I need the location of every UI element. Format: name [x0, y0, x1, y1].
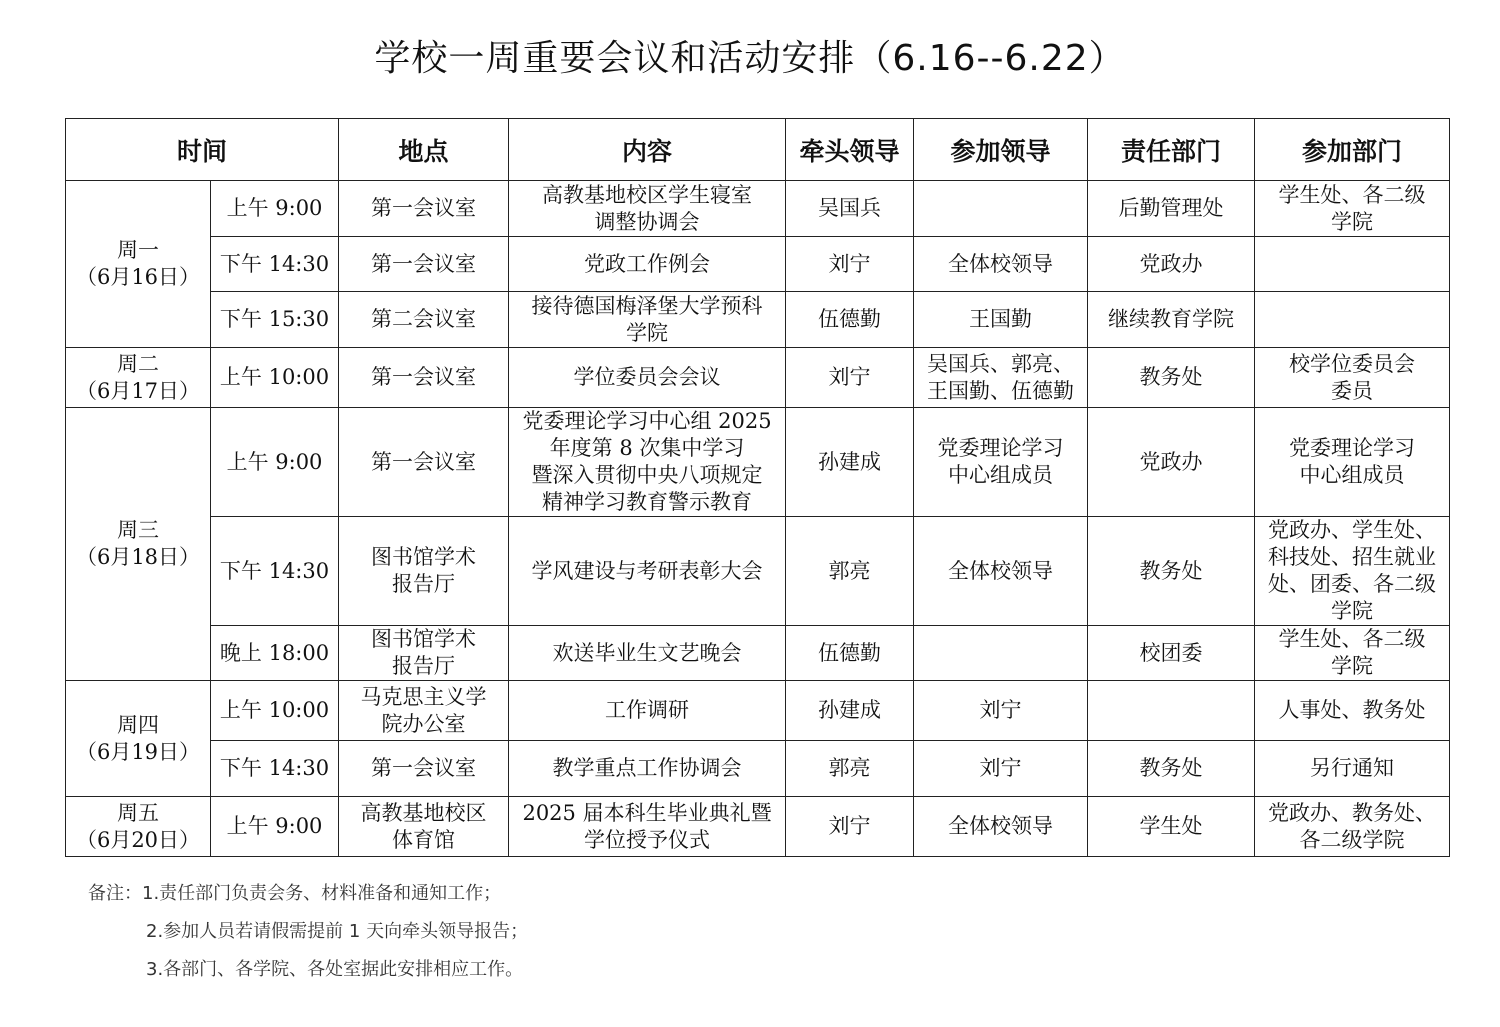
dept-cell: 后勤管理处 — [1088, 181, 1255, 237]
notes-label: 备注： — [88, 883, 142, 904]
content-cell: 欢送毕业生文艺晚会 — [509, 626, 786, 681]
note-line-1: 备注：1.责任部门负责会务、材料准备和通知工作； — [88, 883, 502, 904]
lead-cell: 吴国兵 — [786, 181, 914, 237]
table-row — [66, 237, 1450, 292]
day-cell: 周五 （6月20日） — [66, 797, 211, 857]
lead-cell: 孙建成 — [786, 408, 914, 517]
place-cell: 第一会议室 — [339, 408, 509, 517]
content-cell: 2025 届本科生毕业典礼暨 学位授予仪式 — [509, 797, 786, 857]
attend-cell — [914, 181, 1088, 237]
dept-cell: 党政办 — [1088, 408, 1255, 517]
time-cell: 下午 14:30 — [211, 237, 339, 292]
table-row — [66, 797, 1450, 857]
table-row — [66, 741, 1450, 797]
content-cell: 学风建设与考研表彰大会 — [509, 517, 786, 626]
time-cell: 上午 9:00 — [211, 797, 339, 857]
schedule-table — [65, 118, 1450, 857]
attend-dept-cell: 党政办、学生处、 科技处、招生就业 处、团委、各二级 学院 — [1255, 517, 1450, 626]
day-cell: 周二 （6月17日） — [66, 348, 211, 408]
header-content: 内容 — [509, 119, 786, 181]
place-cell: 第一会议室 — [339, 348, 509, 408]
attend-dept-cell: 学生处、各二级 学院 — [1255, 626, 1450, 681]
header-dept: 责任部门 — [1088, 119, 1255, 181]
page-title: 学校一周重要会议和活动安排（6.16--6.22） — [374, 38, 1126, 79]
content-cell: 高教基地校区学生寝室 调整协调会 — [509, 181, 786, 237]
attend-dept-cell: 党政办、教务处、 各二级学院 — [1255, 797, 1450, 857]
lead-cell: 刘宁 — [786, 348, 914, 408]
time-cell: 上午 9:00 — [211, 408, 339, 517]
attend-cell: 刘宁 — [914, 681, 1088, 741]
notes — [88, 880, 528, 994]
content-cell: 工作调研 — [509, 681, 786, 741]
table-row — [66, 626, 1450, 681]
dept-cell: 教务处 — [1088, 348, 1255, 408]
time-cell: 下午 14:30 — [211, 517, 339, 626]
attend-cell: 王国勤 — [914, 292, 1088, 348]
dept-cell — [1088, 681, 1255, 741]
attend-cell: 全体校领导 — [914, 517, 1088, 626]
dept-cell: 学生处 — [1088, 797, 1255, 857]
header-time: 时间 — [66, 119, 339, 181]
note-line-2: 2.参加人员若请假需提前 1 天向牵头领导报告； — [146, 921, 529, 942]
place-cell: 马克思主义学 院办公室 — [339, 681, 509, 741]
attend-cell: 全体校领导 — [914, 237, 1088, 292]
table-row — [66, 408, 1450, 517]
content-cell: 党委理论学习中心组 2025 年度第 8 次集中学习 暨深入贯彻中央八项规定 精神学习教育警示教育 — [509, 408, 786, 517]
place-cell: 第一会议室 — [339, 237, 509, 292]
table-row — [66, 181, 1450, 237]
dept-cell: 校团委 — [1088, 626, 1255, 681]
attend-dept-cell: 校学位委员会 委员 — [1255, 348, 1450, 408]
content-cell: 学位委员会会议 — [509, 348, 786, 408]
day-cell: 周一 （6月16日） — [66, 181, 211, 348]
time-cell: 下午 15:30 — [211, 292, 339, 348]
time-cell: 上午 9:00 — [211, 181, 339, 237]
day-cell: 周四 （6月19日） — [66, 681, 211, 797]
content-cell: 党政工作例会 — [509, 237, 786, 292]
place-cell: 第一会议室 — [339, 741, 509, 797]
table-row — [66, 517, 1450, 626]
time-cell: 上午 10:00 — [211, 348, 339, 408]
lead-cell: 郭亮 — [786, 741, 914, 797]
place-cell: 第二会议室 — [339, 292, 509, 348]
time-cell: 晚上 18:00 — [211, 626, 339, 681]
attend-dept-cell: 学生处、各二级 学院 — [1255, 181, 1450, 237]
header-row — [66, 119, 1450, 181]
attend-cell: 党委理论学习 中心组成员 — [914, 408, 1088, 517]
place-cell: 第一会议室 — [339, 181, 509, 237]
attend-dept-cell: 另行通知 — [1255, 741, 1450, 797]
dept-cell: 继续教育学院 — [1088, 292, 1255, 348]
content-cell: 教学重点工作协调会 — [509, 741, 786, 797]
header-attend-dept: 参加部门 — [1255, 119, 1450, 181]
attend-dept-cell: 党委理论学习 中心组成员 — [1255, 408, 1450, 517]
lead-cell: 郭亮 — [786, 517, 914, 626]
attend-dept-cell — [1255, 292, 1450, 348]
lead-cell: 刘宁 — [786, 237, 914, 292]
attend-cell: 刘宁 — [914, 741, 1088, 797]
place-cell: 图书馆学术 报告厅 — [339, 626, 509, 681]
lead-cell: 孙建成 — [786, 681, 914, 741]
dept-cell: 教务处 — [1088, 741, 1255, 797]
table-row — [66, 292, 1450, 348]
lead-cell: 刘宁 — [786, 797, 914, 857]
time-cell: 上午 10:00 — [211, 681, 339, 741]
dept-cell: 教务处 — [1088, 517, 1255, 626]
time-cell: 下午 14:30 — [211, 741, 339, 797]
content-cell: 接待德国梅泽堡大学预科 学院 — [509, 292, 786, 348]
lead-cell: 伍德勤 — [786, 626, 914, 681]
place-cell: 高教基地校区 体育馆 — [339, 797, 509, 857]
day-cell: 周三 （6月18日） — [66, 408, 211, 681]
attend-cell: 吴国兵、郭亮、 王国勤、伍德勤 — [914, 348, 1088, 408]
attend-cell: 全体校领导 — [914, 797, 1088, 857]
attend-dept-cell — [1255, 237, 1450, 292]
place-cell: 图书馆学术 报告厅 — [339, 517, 509, 626]
header-attend: 参加领导 — [914, 119, 1088, 181]
lead-cell: 伍德勤 — [786, 292, 914, 348]
header-lead: 牵头领导 — [786, 119, 914, 181]
dept-cell: 党政办 — [1088, 237, 1255, 292]
table-row — [66, 681, 1450, 741]
attend-dept-cell: 人事处、教务处 — [1255, 681, 1450, 741]
attend-cell — [914, 626, 1088, 681]
table-row — [66, 348, 1450, 408]
note-line-3: 3.各部门、各学院、各处室据此安排相应工作。 — [146, 959, 524, 980]
header-place: 地点 — [339, 119, 509, 181]
